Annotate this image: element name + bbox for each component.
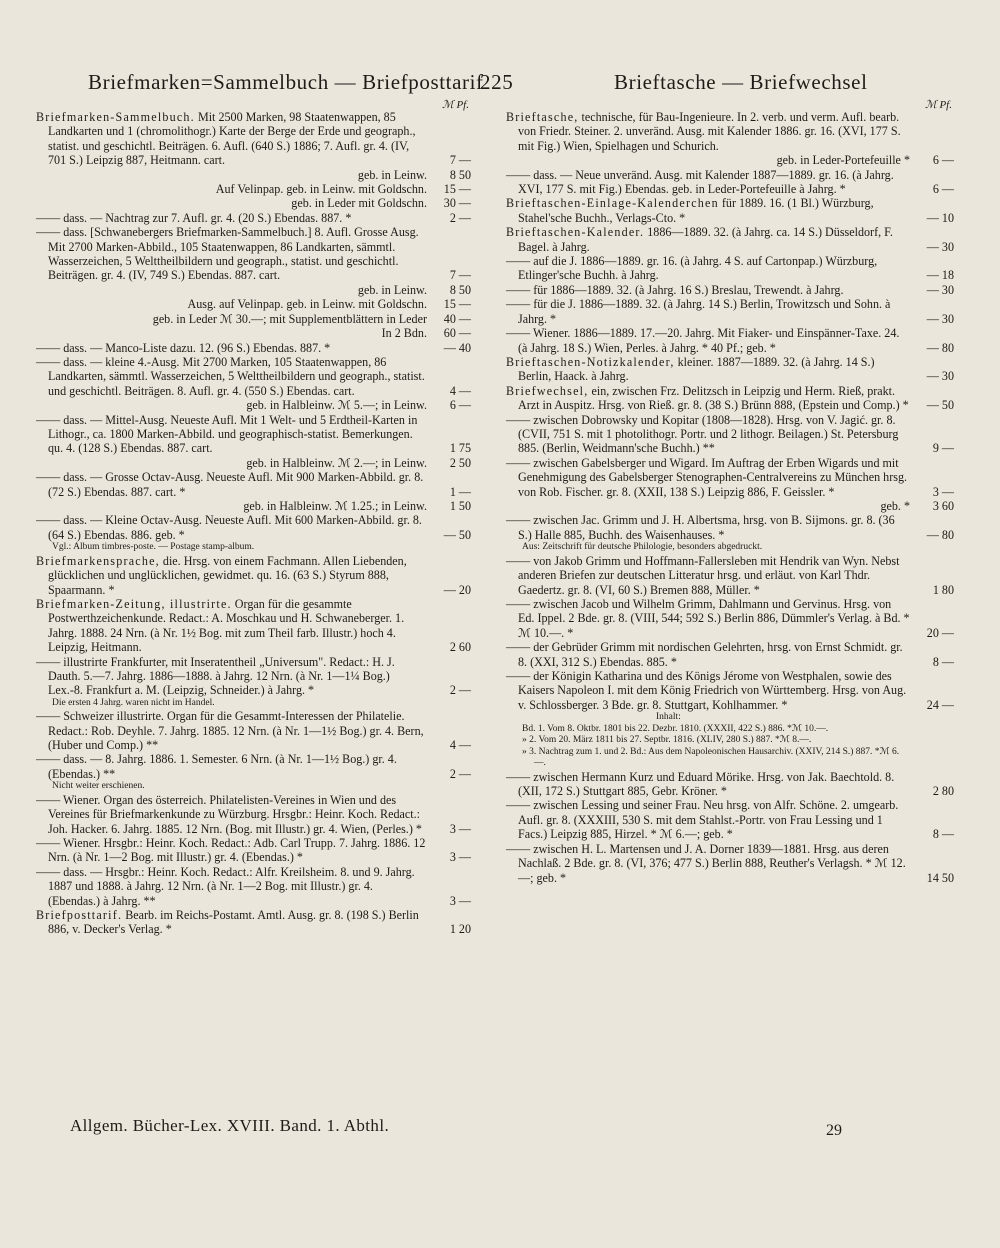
entry-text: geb. * — [880, 498, 910, 513]
catalog-entry — [36, 168, 471, 182]
entry-description: kleiner. 1887—1889. 32. (à Jahrg. 14 S.) Berlin, Haack. à Jahrg. — [518, 354, 875, 384]
catalog-entry — [36, 312, 471, 326]
entry-price: 2 60 — [449, 640, 471, 655]
entry-price: — 10 — [926, 210, 954, 225]
catalog-entry — [36, 752, 471, 781]
catalog-entry — [36, 470, 471, 499]
entry-keyword: Briefmarken-Zeitung, illustrirte. — [36, 596, 232, 611]
entry-price: 8 — — [932, 654, 954, 669]
entry-text: —— dass. — Hrsgbr.: Heinr. Koch. Redact.: Alfr. Kreilsheim. 8. und 9. Jahrg. 1887 und 1888. à Jahrg. 12 Nrn. (à Nr. 1—2 Bog. mit Illustr.) gr. 4. (Ebendas.) à Jahrg. ** — [36, 864, 415, 908]
entry-text: —— dass. [Schwanebergers Briefmarken-Sammelbuch.] 8. Aufl. Grosse Ausg. Mit 2700 Marken-Abbild., 105 Staatenwappen, 86 Landkarten, sämmtl. Wasserzeichen, 5 Welttheilbildern und geograph., statist. und geschichtl. Beiträgen. gr. 4. (IV, 749 S.) Ebendas. 887. cart. — [36, 225, 419, 283]
catalog-entry — [36, 513, 471, 542]
entry-text — [36, 908, 427, 937]
entry-description: Mit 2500 Marken, 98 Staatenwappen, 85 Landkarten und 1 (chromolithogr.) Karte der Berge der Erde und geograph., statist. und geschichtl. Beiträgen. 6. Aufl. (640 S.) 1886; 7. Aufl. gr. 4. (IV, 701 S.) Leipzig 887, Heitmann. cart. — [48, 110, 416, 168]
catalog-note: Inhalt: — [656, 712, 681, 723]
catalog-entry — [506, 326, 954, 355]
catalog-entry-head — [36, 908, 471, 937]
catalog-entry — [506, 554, 954, 597]
catalog-entry — [36, 499, 471, 513]
entry-price: 60 — — [443, 326, 471, 341]
catalog-entry — [36, 211, 471, 225]
entry-text: geb. in Leder ℳ 30.—; mit Supplementblättern in Leder — [152, 311, 427, 326]
entry-price: 2 — — [449, 210, 471, 225]
entry-price: 15 — — [443, 182, 471, 197]
entry-keyword: Brieftaschen-Kalender. — [506, 225, 645, 240]
page-footer — [70, 1116, 950, 1144]
catalog-entry — [36, 297, 471, 311]
catalog-entry — [36, 326, 471, 340]
entry-description: 1886—1889. 32. (à Jahrg. ca. 14 S.) Düsseldorf, F. Bagel. à Jahrg. — [518, 225, 893, 254]
catalog-entry — [36, 355, 471, 398]
header-right-title: Brieftasche — Briefwechsel — [614, 70, 868, 94]
entry-text: geb. in Leder-Portefeuille * — [776, 153, 910, 168]
catalog-entry — [506, 499, 954, 513]
entry-keyword: Brieftaschen-Notizkalender, — [506, 354, 675, 369]
entry-text: —— auf die J. 1886—1889. gr. 16. (à Jahrg. 4 S. auf Cartonpap.) Würzburg, Etlinger'sche Buchh. à Jahrg. — [506, 254, 878, 283]
entry-text: —— von Jakob Grimm und Hoffmann-Fallersleben mit Hendrik van Wyn. Nebst anderen Briefen zur deutschen Litteratur hrsg. und erläut. von Karl Thdr. Gaedertz. gr. 8. (VI, 60 S.) Bremen 888, Müller. * — [506, 553, 900, 597]
entry-text: Auf Velinpap. geb. in Leinw. mit Goldschn. — [215, 182, 427, 197]
entry-price: 3 60 — [932, 498, 954, 513]
entry-price: 1 75 — [449, 441, 471, 456]
catalog-note: Vgl.: Album timbres-poste. — Postage stamp-album. — [52, 542, 255, 553]
entry-description: technische, für Bau-Ingenieure. In 2. verb. und verm. Aufl. bearb. von Friedr. Steiner. 2. unveränd. Ausg. mit Kalender 1886. gr. 16. (XVI, 177 S. mit Fig.) Wien, Spielhagen und Schurich. — [518, 110, 901, 153]
catalog-note: Die ersten 4 Jahrg. waren nicht im Handel. — [52, 697, 215, 708]
entry-price: 8 — — [932, 827, 954, 842]
entry-price: — 50 — [926, 398, 954, 413]
entry-text — [506, 196, 910, 225]
entry-price: 3 — — [932, 484, 954, 499]
entry-text: —— zwischen Lessing und seiner Frau. Neu hrsg. von Alfr. Schöne. 2. umgearb. Aufl. gr. 8. (XXXIII, 530 S. mit dem Stahlst.-Portr. von Frau Lessing und 1 Facs.) Leipzig 885, Hirzel. * ℳ 6.—; geb. * — [506, 798, 899, 842]
entry-text: geb. in Halbleinw. ℳ 1.25.; in Leinw. — [243, 498, 427, 513]
catalog-entry — [506, 640, 954, 669]
entry-text: Ausg. auf Velinpap. geb. in Leinw. mit Goldschn. — [187, 297, 427, 312]
entry-text: —— zwischen H. L. Martensen und J. A. Dorner 1839—1881. Hrsg. aus deren Nachlaß. 2 Bde. gr. 8. (VI, 376; 477 S.) Berlin 888, Reuther's Verlagsh. * ℳ 12.—; geb. * — [506, 841, 906, 885]
entry-price: 4 — — [449, 738, 471, 753]
page-number: 225 — [480, 70, 514, 94]
currency-unit-right: ℳ Pf. — [924, 99, 952, 111]
catalog-entry — [506, 842, 954, 885]
catalog-entry — [506, 254, 954, 283]
entry-price: 24 — — [926, 697, 954, 712]
entry-description: Bearb. im Reichs-Postamt. Amtl. Ausg. gr. 8. (198 S.) Berlin 886, v. Decker's Verlag. * — [48, 908, 419, 937]
entry-text: —— für die J. 1886—1889. 32. (à Jahrg. 14 S.) Berlin, Trowitzsch und Sohn. à Jahrg. * — [506, 297, 891, 326]
entry-price: — 50 — [443, 527, 471, 542]
entry-description: für 1889. 16. (1 Bl.) Würzburg, Stahel'sche Buchh., Verlags-Cto. * — [518, 196, 874, 225]
entry-text: geb. in Leinw. — [357, 167, 427, 182]
entry-text: geb. in Halbleinw. ℳ 2.—; in Leinw. — [246, 455, 427, 470]
entry-text — [506, 384, 910, 413]
catalog-entry-head — [36, 597, 471, 655]
entry-description: Organ für die gesammte Postwerthzeichenkunde. Redact.: A. Moschkau und H. Schwaneberger. 1. Jahrg. 1888. 24 Nrn. (à Nr. 1½ Bog. mit zum Theil farb. Illustr.) hoch 4. Leipzig, Heitmann. — [48, 596, 405, 655]
entry-price: — 40 — [443, 340, 471, 355]
catalog-note: Nicht weiter erschienen. — [52, 781, 145, 792]
entry-keyword: Brieftaschen-Einlage-Kalenderchen — [506, 196, 719, 211]
currency-unit-left: ℳ Pf. — [441, 99, 469, 111]
entry-price: — 20 — [443, 582, 471, 597]
entry-text: —— Wiener. 1886—1889. 17.—20. Jahrg. Mit Fiaker- und Einspänner-Taxe. 24. (à Jahrg. 18 S.) Wien, Perles. à Jahrg. * 40 Pf.; geb. * — [506, 326, 900, 355]
entry-text: —— für 1886—1889. 32. (à Jahrg. 16 S.) Breslau, Trewendt. à Jahrg. — [506, 282, 844, 297]
catalog-entry-head — [506, 225, 954, 254]
entry-text — [506, 110, 910, 153]
entry-text — [36, 110, 427, 168]
entry-price: 6 — — [449, 398, 471, 413]
entry-text: —— zwischen Jacob und Wilhelm Grimm, Dahlmann und Gervinus. Hrsg. von Ed. Ippel. 2 Bde. gr. 8. (VIII, 544; 592 S.) Berlin 886, Dümmler's Verlag. à Bd. * ℳ 10.—. * — [506, 596, 910, 640]
catalog-note: » 2. Vom 20. März 1811 bis 27. Septbr. 1816. (XLIV, 280 S.) 887. *ℳ 8.—. — [522, 735, 812, 746]
entry-keyword: Briefmarken-Sammelbuch. — [36, 110, 195, 124]
catalog-entry — [36, 793, 471, 836]
entry-description: ein, zwischen Frz. Delitzsch in Leipzig und Herm. Rieß, prakt. Arzt in Auspitz. Hrsg. von Rieß. gr. 8. (38 S.) Brünn 888, (Epstein und Comp.) * — [518, 383, 909, 413]
catalog-entry — [36, 398, 471, 412]
entry-text: —— zwischen Dobrowsky und Kopitar (1808—1828). Hrsg. von V. Jagić. gr. 8. (CVII, 751 S. mit 1 photolithogr. Portr. und 2 lithogr. Beilagen.) St. Petersburg 885. (Berlin, Weidmann'sche Buchh.) ** — [506, 412, 899, 456]
entry-text: —— illustrirte Frankfurter, mit Inseratentheil „Universum". Redact.: H. J. Dauth. 5.—7. Jahrg. 1886—1888. à Jahrg. 12 Nrn. (à Nr. 1—1¼ Bog.) Lex.-8. Frankfurt a. M. (Leipzig, Schneider.) à Jahrg. * — [36, 654, 395, 698]
entry-keyword: Briefmarkensprache, — [36, 553, 160, 568]
entry-price: 30 — — [443, 196, 471, 211]
entry-price: 3 — — [449, 850, 471, 865]
entry-price: 1 20 — [449, 922, 471, 937]
entry-text: In 2 Bdn. — [381, 326, 427, 341]
catalog-entry — [506, 168, 954, 197]
entry-price: 7 — — [449, 268, 471, 283]
entry-text: —— dass. — Mittel-Ausg. Neueste Aufl. Mit 1 Welt- und 5 Erdtheil-Karten in Lithogr., ca. 1800 Marken-Abbild. und geographisch-statist. Bemerkungen. qu. 4. (128 S.) Ebendas. 887. cart. — [36, 412, 418, 456]
entry-price: 14 50 — [926, 870, 954, 885]
entry-price: 2 50 — [449, 455, 471, 470]
footer-sheet-number: 29 — [826, 1122, 842, 1139]
entry-price: 20 — — [926, 625, 954, 640]
catalog-entry-head — [506, 110, 954, 153]
entry-price: 1 — — [449, 484, 471, 499]
entry-price: 15 — — [443, 297, 471, 312]
entry-keyword: Briefwechsel, — [506, 383, 589, 398]
entry-text: —— Schweizer illustrirte. Organ für die Gesammt-Interessen der Philatelie. Redact.: Rob. Deyhle. 7. Jahrg. 1885. 12 Nrn. (à Nr. 1—1½ Bog.) gr. 4. Bern, (Huber und Comp.) ** — [36, 709, 424, 753]
entry-price: 8 50 — [449, 282, 471, 297]
entry-price: — 18 — [926, 268, 954, 283]
entry-price: — 80 — [926, 340, 954, 355]
entry-price: — 30 — [926, 311, 954, 326]
entry-text: —— dass. — Neue unveränd. Ausg. mit Kalender 1887—1889. gr. 16. (à Jahrg. XVI, 177 S. mit Fig.) Ebendas. geb. in Leder-Portefeuille à Jahrg. * — [506, 167, 894, 197]
entry-text: —— dass. — 8. Jahrg. 1886. 1. Semester. 6 Nrn. (à Nr. 1—1½ Bog.) gr. 4. (Ebendas.) ** — [36, 752, 397, 781]
entry-text: —— dass. — Manco-Liste dazu. 12. (96 S.) Ebendas. 887. * — [36, 340, 331, 355]
catalog-entry — [36, 182, 471, 196]
entry-price: — 30 — [926, 369, 954, 384]
catalog-entry — [506, 456, 954, 499]
catalog-entry — [506, 413, 954, 456]
entry-price: 2 — — [449, 683, 471, 698]
footer-signature: Allgem. Bücher-Lex. XVIII. Band. 1. Abthl. — [70, 1116, 390, 1135]
catalog-entry-head — [36, 554, 471, 597]
catalog-entry — [506, 153, 954, 167]
entry-keyword: Brieftasche, — [506, 110, 579, 124]
catalog-entry — [506, 283, 954, 297]
entry-price: — 30 — [926, 239, 954, 254]
entry-text: —— dass. — Grosse Octav-Ausg. Neueste Aufl. Mit 900 Marken-Abbild. gr. 8. (72 S.) Ebendas. 887. cart. * — [36, 470, 424, 499]
entry-text: —— Wiener. Organ des österreich. Philatelisten-Vereines in Wien und des Vereines für Briefmarkenkunde zu Würzburg. Hrsgbr.: Heinr. Koch. Redact.: Joh. Hacker. 6. Jahrg. 1885. 12 Nrn. (Bog. mit Illustr.) gr. 4. Wien, (Perles.) * — [36, 792, 422, 836]
entry-price: 4 — — [449, 383, 471, 398]
entry-price: 7 — — [449, 153, 471, 168]
catalog-entry — [36, 865, 471, 908]
entry-price: 2 — — [449, 766, 471, 781]
catalog-entry — [36, 836, 471, 865]
right-column — [506, 100, 954, 885]
entry-price: 9 — — [932, 441, 954, 456]
entry-price: 6 — — [932, 182, 954, 197]
catalog-entry — [506, 513, 954, 542]
entry-text: —— der Königin Katharina und des Königs Jérome von Westphalen, sowie des Kaisers Napoleon I. mit dem König Friedrich von Württemberg. Hrsg. von Aug. v. Schlossberger. 3 Bde. gr. 8. Stuttgart, Kohlhammer. * — [506, 668, 907, 712]
catalog-entry — [506, 297, 954, 326]
entry-text: —— dass. — Kleine Octav-Ausg. Neueste Aufl. Mit 600 Marken-Abbild. gr. 8. (64 S.) Ebendas. 886. geb. * — [36, 513, 422, 542]
catalog-entry — [36, 341, 471, 355]
entry-text — [36, 597, 427, 655]
catalog-note: Bd. 1. Vom 8. Oktbr. 1801 bis 22. Dezbr. 1810. (XXXII, 422 S.) 886. *ℳ 10.—. — [522, 723, 829, 734]
entry-price: — 80 — [926, 527, 954, 542]
catalog-entry-head — [506, 196, 954, 225]
catalog-entry — [36, 283, 471, 297]
catalog-entry — [506, 770, 954, 799]
entry-text: —— dass. — kleine 4.-Ausg. Mit 2700 Marken, 105 Staatenwappen, 86 Landkarten, sämmtl. Wasserzeichen, 5 Welttheilbildern und geograph., statist. und geschichtl. Beiträgen. 8. Aufl. gr. 4. (550 S.) Ebendas. cart. — [36, 354, 425, 398]
entry-price: 3 — — [449, 893, 471, 908]
entry-text: geb. in Leinw. — [357, 282, 427, 297]
entry-keyword: Briefposttarif. — [36, 908, 123, 923]
catalog-note: » 3. Nachtrag zum 1. und 2. Bd.: Aus dem Napoleonischen Hausarchiv. (XXIV, 214 S.) 887. *ℳ 6.—. — [522, 746, 900, 769]
catalog-entry — [506, 798, 954, 841]
entry-description: die. Hrsg. von einem Fachmann. Allen Liebenden, glücklichen und unglücklichen, gewidmet. qu. 16. (63 S.) Styrum 888, Spaarmann. * — [48, 553, 407, 597]
catalog-entry — [36, 225, 471, 283]
catalog-entry — [36, 655, 471, 698]
entry-text — [506, 355, 910, 384]
catalog-entry — [36, 709, 471, 752]
left-column — [36, 100, 471, 937]
catalog-entry — [36, 196, 471, 210]
entry-price: 1 50 — [449, 498, 471, 513]
catalog-entry-head — [506, 355, 954, 384]
entry-text: —— zwischen Gabelsberger und Wigard. Im Auftrag der Erben Wigards und mit Genehmigung des Gabelsberger Stenographen-Centralvereins zu München hrsg. von Rob. Fischer. gr. 8. (XXII, 138 S.) Leipzig 886, F. Geissler. * — [506, 455, 908, 499]
entry-text — [506, 225, 910, 254]
catalog-entry-head — [36, 110, 471, 168]
entry-price: 2 80 — [932, 784, 954, 799]
running-header — [84, 68, 944, 98]
catalog-entry — [506, 597, 954, 640]
entry-text: geb. in Leder mit Goldschn. — [291, 196, 427, 211]
catalog-entry — [506, 669, 954, 712]
entry-text — [36, 554, 427, 597]
entry-text: —— Wiener. Hrsgbr.: Heinr. Koch. Redact.: Adb. Carl Trupp. 7. Jahrg. 1886. 12 Nrn. (à Nr. 1—2 Bog. mit Illustr.) gr. 4. (Ebendas.) * — [36, 836, 426, 865]
catalog-note: Aus: Zeitschrift für deutsche Philologie, besonders abgedruckt. — [522, 542, 763, 553]
entry-price: 40 — — [443, 311, 471, 326]
header-left-title: Briefmarken=Sammelbuch — Briefposttarif — [88, 70, 484, 94]
right-entries — [506, 110, 954, 885]
catalog-entry-head — [506, 384, 954, 413]
catalog-entry — [36, 413, 471, 456]
entry-text: —— der Gebrüder Grimm mit nordischen Gelehrten, hrsg. von Ernst Schmidt. gr. 8. (XXI, 312 S.) Ebendas. 885. * — [506, 640, 903, 669]
entry-text: geb. in Halbleinw. ℳ 5.—; in Leinw. — [246, 398, 427, 413]
catalog-entry — [36, 456, 471, 470]
entry-text: —— zwischen Hermann Kurz und Eduard Mörike. Hrsg. von Jak. Baechtold. 8. (XII, 172 S.) Stuttgart 885, Gebr. Kröner. * — [506, 769, 895, 799]
entry-text: —— dass. — Nachtrag zur 7. Aufl. gr. 4. (20 S.) Ebendas. 887. * — [36, 210, 352, 225]
entry-price: 8 50 — [449, 167, 471, 182]
left-entries — [36, 110, 471, 937]
entry-text: —— zwischen Jac. Grimm und J. H. Albertsma, hrsg. von B. Sijmons. gr. 8. (36 S.) Halle 885, Buchh. des Waisenhauses. * — [506, 513, 895, 542]
entry-price: 1 80 — [932, 582, 954, 597]
entry-price: — 30 — [926, 282, 954, 297]
entry-price: 6 — — [932, 153, 954, 168]
entry-price: 3 — — [449, 821, 471, 836]
